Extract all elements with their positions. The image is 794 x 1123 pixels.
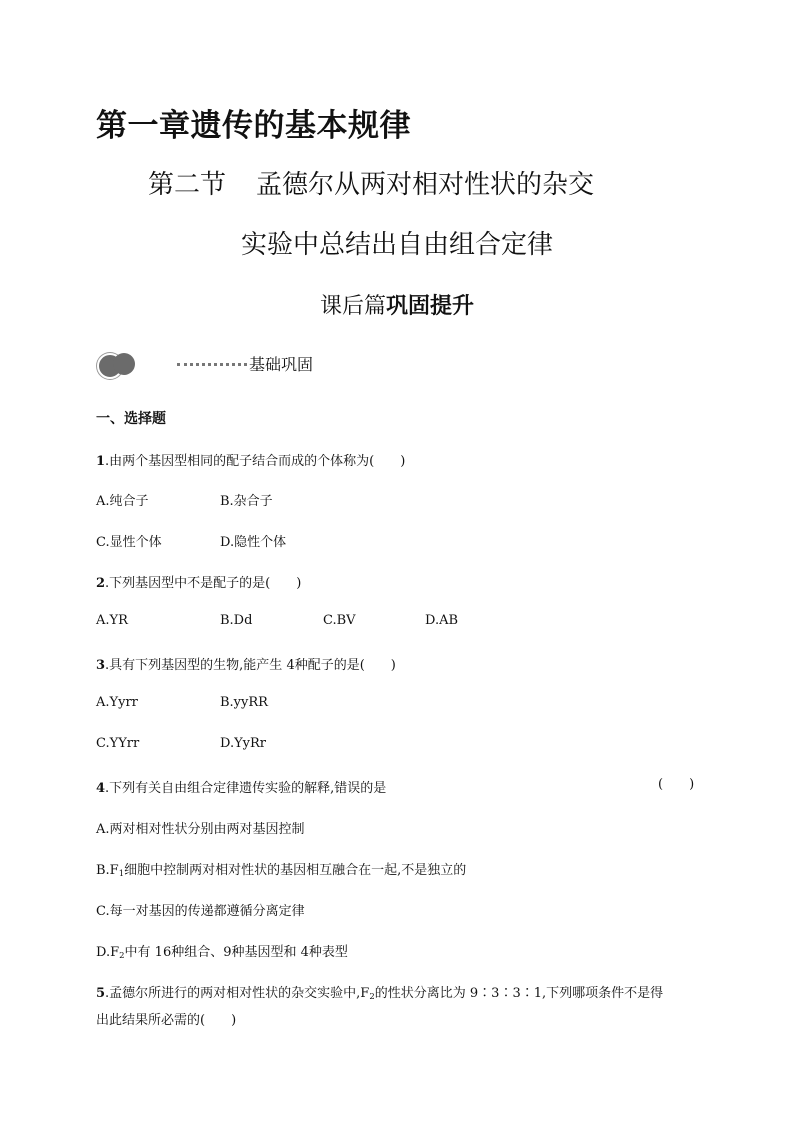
option-b: $B.F_1$细胞中控制两对相对性状的基因相互融合在一起,不是独立的 <box>96 863 467 879</box>
part-bold: 巩固提升 <box>386 294 475 319</box>
option-a: A.两对相对性状分别由两对基因控制 <box>96 822 305 837</box>
option-b: B.杂合子 <box>220 494 273 509</box>
section-title-text: 孟德尔从两对相对性状的杂交 <box>256 170 595 200</box>
question-5-line2: 出此结果所必需的( ) <box>96 1013 237 1028</box>
question-heading: 一、选择题 <box>96 411 166 427</box>
option-a: A.YR <box>96 613 128 628</box>
option-c: C.YYrr <box>96 736 140 751</box>
option-a: A.Yyrr <box>96 695 138 710</box>
option-d: D.YyRr <box>220 736 267 751</box>
option-c: C.BV <box>323 613 356 628</box>
answer-paren: ( ) <box>658 777 695 792</box>
option-d: $D.F_2$中有 16种组合、9种基因型和 4种表型 <box>96 945 348 961</box>
part-title <box>0 289 794 320</box>
chapter-title: 第一章遗传的基本规律 <box>96 108 411 144</box>
option-c: C.每一对基因的传递都遵循分离定律 <box>96 904 305 919</box>
question-4: 4.下列有关自由组合定律遗传实验的解释,错误的是 <box>96 781 387 796</box>
option-d: D.AB <box>425 613 459 628</box>
option-d: D.隐性个体 <box>220 535 287 550</box>
option-a: A.纯合子 <box>96 494 149 509</box>
dotted-leader <box>177 363 247 366</box>
banner-title: 基础巩固 <box>249 355 314 374</box>
question-1: 1.由两个基因型相同的配子结合而成的个体称为( ) <box>96 454 406 469</box>
section-number: 第二节 <box>148 170 227 200</box>
circle-icon <box>113 353 135 375</box>
option-c: C.显性个体 <box>96 535 162 550</box>
option-b: B.Dd <box>220 613 253 628</box>
section-title-line2: 实验中总结出自由组合定律 <box>240 230 553 260</box>
question-5: 5.孟德尔所进行的两对相对性状的杂交实验中$,F_2$的性状分离比为 9∶3∶3∶1,下列哪项条件不是得 <box>96 986 664 1002</box>
option-b: B.yyRR <box>220 695 268 710</box>
question-2: 2.下列基因型中不是配子的是( ) <box>96 576 302 591</box>
part-prefix: 课后篇 <box>319 294 386 319</box>
section-title-line1 <box>148 164 594 201</box>
question-3: 3.具有下列基因型的生物,能产生 4种配子的是( ) <box>96 658 396 673</box>
